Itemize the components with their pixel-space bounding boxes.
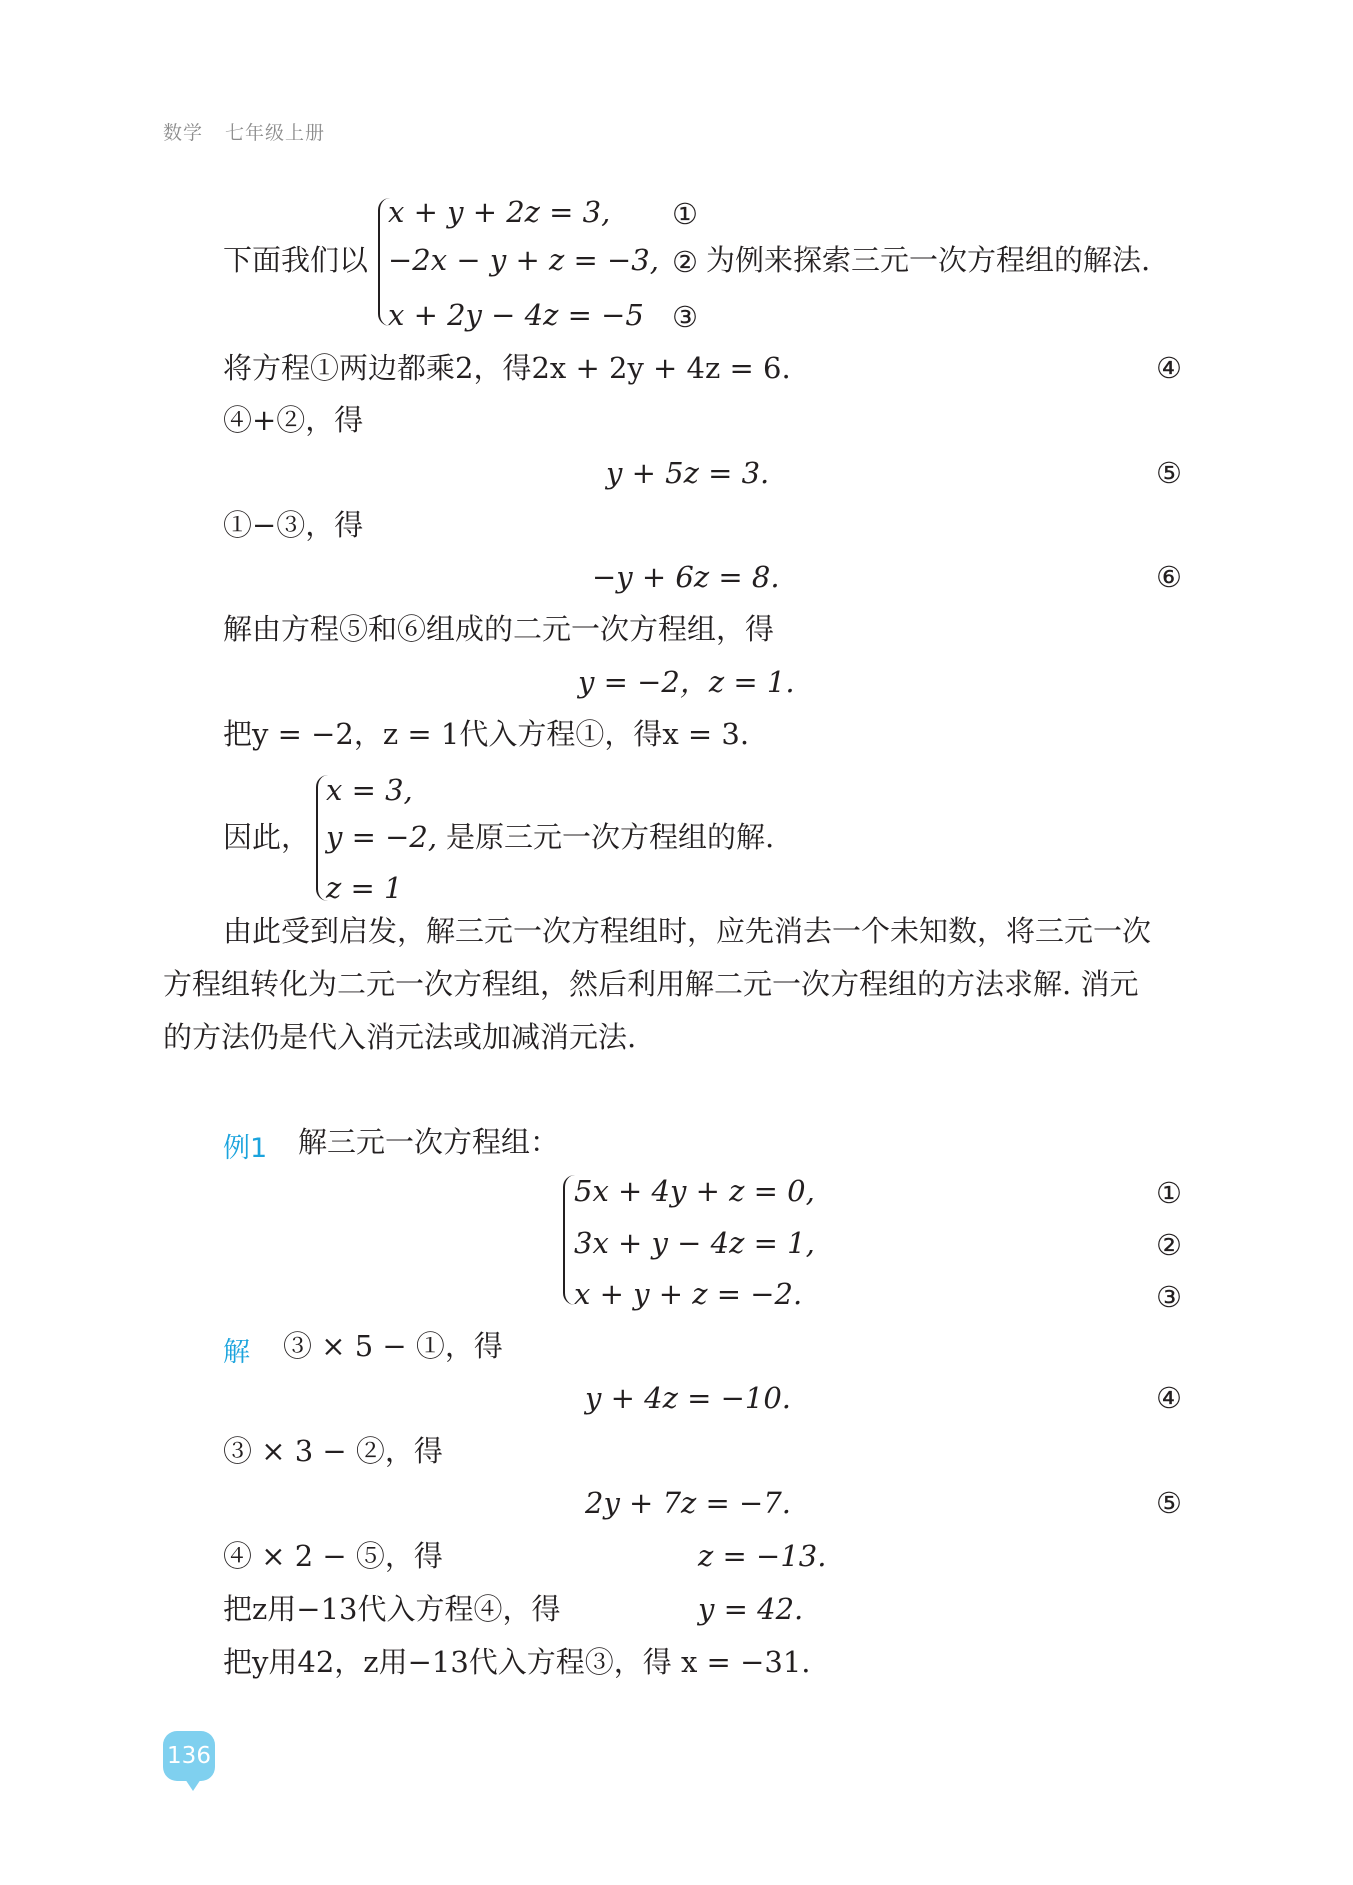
example-eq1: 5x + 4y + z = 0, <box>574 1174 815 1208</box>
solution-tail: 是原三元一次方程组的解. <box>446 820 775 854</box>
step-2-no: ⑤ <box>1156 456 1182 490</box>
header-subject: 数学 <box>163 122 204 144</box>
example-eq3: x + y + z = −2. <box>574 1277 803 1311</box>
solution-y: y = −2, <box>326 820 438 854</box>
step-2: ④+②，得 <box>223 403 364 437</box>
solve-step-1-no: ④ <box>1156 1381 1182 1415</box>
example-eq2-no: ② <box>1156 1228 1182 1262</box>
step-4: 解由方程⑤和⑥组成的二元一次方程组，得 <box>223 612 775 646</box>
step-3-no: ⑥ <box>1156 560 1182 594</box>
solve-step-1-eq: y + 4z = −10. <box>585 1381 792 1415</box>
intro-suffix: 为例来探索三元一次方程组的解法. <box>706 243 1151 277</box>
solve-step-3: ④ × 2 − ⑤，得 <box>223 1539 443 1573</box>
intro-eq1: x + y + 2z = 3, <box>388 195 611 229</box>
step-3: ①−③，得 <box>223 508 364 542</box>
intro-prefix: 下面我们以 <box>223 243 369 277</box>
solve-step-5: 把y用42，z用−13代入方程③，得 x = −31. <box>223 1645 811 1679</box>
solution-z: z = 1 <box>326 871 403 905</box>
solve-step-4: 把z用−13代入方程④，得 <box>223 1592 561 1626</box>
running-header <box>163 118 325 145</box>
header-grade: 七年级上册 <box>225 122 326 144</box>
example-eq1-no: ① <box>1156 1176 1182 1210</box>
step-1: 将方程①两边都乘2，得2x + 2y + 4z = 6. <box>223 351 791 385</box>
solve-step-2-no: ⑤ <box>1156 1486 1182 1520</box>
solve-step-2: ③ × 3 − ②，得 <box>223 1434 443 1468</box>
step-2-eq: y + 5z = 3. <box>606 456 770 490</box>
intro-eq3: x + 2y − 4z = −5 <box>388 298 644 332</box>
intro-eq1-no: ① <box>672 197 698 231</box>
solve-label: 解 <box>223 1337 250 1368</box>
solve-step-1: ③ × 5 − ①，得 <box>283 1329 503 1363</box>
step-4-eq: y = −2，z = 1. <box>578 665 795 699</box>
example-eq2: 3x + y − 4z = 1, <box>574 1226 815 1260</box>
step-3-eq: −y + 6z = 8. <box>592 560 780 594</box>
step-1-no: ④ <box>1156 351 1182 385</box>
example-title: 解三元一次方程组： <box>298 1125 560 1159</box>
page-number-badge: 136 <box>163 1731 215 1781</box>
step-5: 把y = −2，z = 1代入方程①，得x = 3. <box>223 717 750 751</box>
paragraph-line-3: 的方法仍是代入消元法或加减消元法. <box>163 1020 637 1054</box>
intro-eq3-no: ③ <box>672 300 698 334</box>
paragraph-line-1: 由此受到启发，解三元一次方程组时，应先消去一个未知数，将三元一次 <box>223 914 1152 948</box>
example-label: 例1 <box>223 1133 268 1164</box>
example-eq3-no: ③ <box>1156 1280 1182 1314</box>
solve-step-4-eq: y = 42. <box>698 1592 804 1626</box>
solve-step-3-eq: z = −13. <box>698 1539 827 1573</box>
therefore-label: 因此， <box>223 820 311 854</box>
paragraph-line-2: 方程组转化为二元一次方程组，然后利用解二元一次方程组的方法求解. 消元 <box>163 967 1139 1001</box>
solution-x: x = 3, <box>326 773 413 807</box>
solve-step-2-eq: 2y + 7z = −7. <box>585 1486 792 1520</box>
intro-eq2-no: ② <box>672 245 698 279</box>
intro-eq2: −2x − y + z = −3, <box>388 243 659 277</box>
